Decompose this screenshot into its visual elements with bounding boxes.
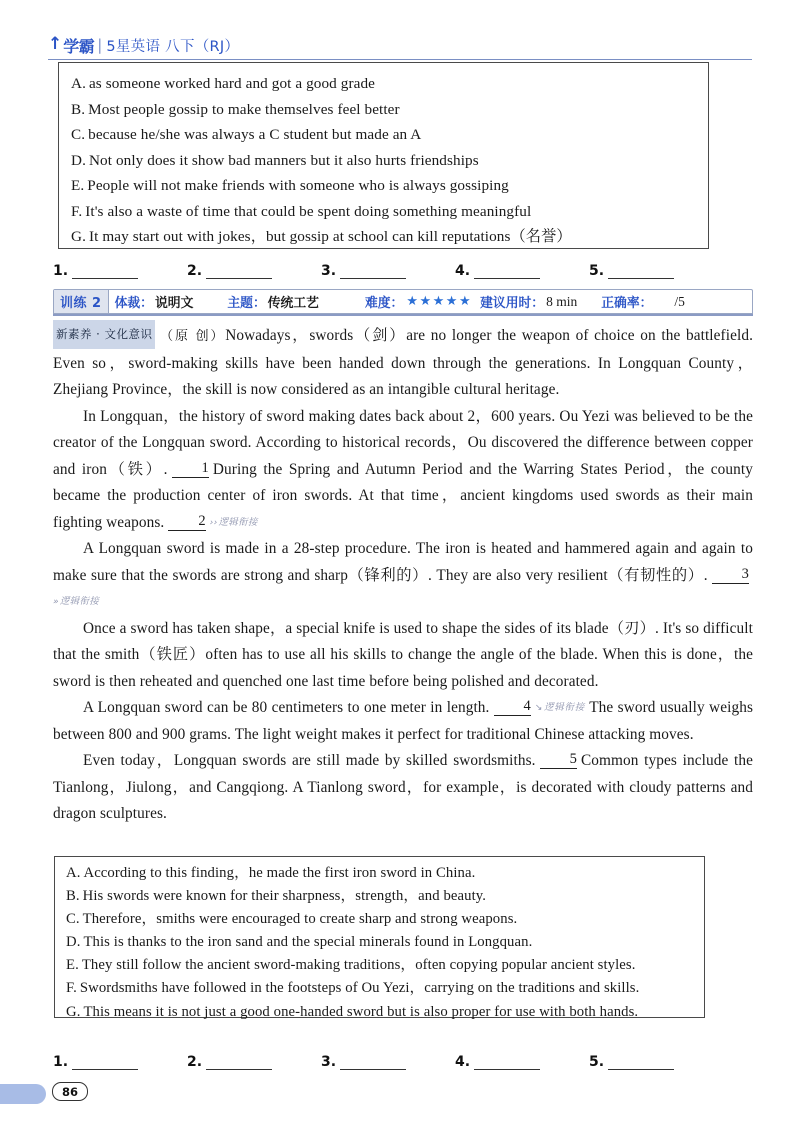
running-header [48, 30, 752, 60]
difficulty-stars: ★★★★★ [406, 294, 473, 309]
option-text: According to this finding，he made the first iron sword in China. [83, 865, 476, 881]
brand-name: 学霸 [63, 36, 95, 56]
option-text: People will not make friends with someone who is always gossiping [87, 177, 509, 194]
hint-arrow-icon: » [53, 597, 59, 607]
suggested-time-value: 8 min [546, 293, 578, 309]
answer-blank-line[interactable] [474, 265, 540, 279]
option-letter: D. [71, 151, 86, 169]
option-item [55, 1001, 704, 1024]
option-text: as someone worked hard and got a good grade [88, 75, 375, 92]
topic-field [227, 292, 319, 311]
accuracy-value[interactable]: /5 [674, 293, 685, 309]
option-item [59, 148, 708, 174]
hint-logic-connection [53, 596, 99, 607]
paragraph-2-text-a: In Longquan，the history of sword making dates back about 2，600 years. Ou Yezi was believed to be the creator of the Longquan sword. According to historical records，Ou discovered the difference between copper and iron（铁）. [53, 407, 753, 478]
option-letter: F. [66, 980, 77, 997]
option-letter: B. [66, 888, 80, 905]
answer-number: 4. [455, 263, 471, 279]
option-item [55, 862, 704, 885]
answer-slot[interactable] [187, 1054, 321, 1070]
suggested-time-label: 建议用时： [480, 296, 545, 311]
paragraph-5-text-a: A Longquan sword can be 80 centimeters to one meter in length. [83, 699, 490, 716]
brand-arrow-icon: ↑ [48, 33, 63, 54]
answer-number: 3. [321, 263, 337, 279]
answer-number: 1. [53, 1054, 69, 1070]
option-item [55, 931, 704, 954]
passage-paragraph-2 [53, 404, 753, 537]
option-text: Therefore，smiths were encouraged to create sharp and strong weapons. [82, 911, 518, 928]
answer-slot[interactable] [455, 263, 589, 279]
answer-slot[interactable] [53, 1054, 187, 1070]
answer-slot[interactable] [455, 1054, 589, 1070]
literacy-tag: 新素养 · 文化意识 [53, 320, 155, 349]
option-letter: C. [71, 126, 86, 143]
hint-arrow-icon: ↘ [534, 703, 543, 713]
header-rule [48, 59, 752, 60]
header-title: 5星英语 八下（RJ） [106, 38, 240, 55]
option-text: Swordsmiths have followed in the footsteps of Ou Yezi，carrying on the traditions and skills. [79, 980, 640, 997]
answer-slot[interactable] [321, 1054, 455, 1070]
accuracy-label: 正确率： [601, 296, 653, 311]
option-letter: D. [66, 934, 81, 951]
option-text: It may start out with jokes，but gossip at school can kill reputations（名誉） [88, 228, 572, 245]
answer-number: 5. [589, 1054, 605, 1070]
difficulty-label: 难度： [364, 296, 404, 311]
option-letter: B. [71, 100, 86, 118]
answer-blank-line[interactable] [474, 1056, 540, 1070]
answer-blank-line[interactable] [206, 265, 272, 279]
answer-number: 2. [187, 1054, 203, 1070]
blank-1[interactable]: 1 [172, 460, 209, 478]
hint-text: 逻辑衔接 [543, 702, 585, 713]
hint-text: 逻辑衔接 [59, 596, 100, 607]
genre-field [115, 292, 194, 311]
option-item [55, 885, 704, 908]
option-item [59, 224, 708, 250]
exercise-info-bar [53, 289, 753, 314]
paragraph-6-text-a: Even today，Longquan swords are still made by skilled swordsmiths. [83, 752, 536, 769]
option-item [59, 122, 708, 148]
passage-paragraph-6 [53, 748, 753, 828]
answer-blank-line[interactable] [608, 1056, 674, 1070]
option-letter: A. [71, 75, 86, 92]
option-item [55, 954, 704, 977]
paragraph-6-text-b: Common types include the Tianlong，Jiulong，and Cangqiong. A Tianlong sword，for example，is decorated with cloudy patterns and dragon sculptures. [53, 752, 753, 822]
accuracy-field [601, 292, 685, 311]
hint-logic-connection [535, 702, 585, 713]
answer-blank-line[interactable] [340, 265, 406, 279]
option-letter: G. [71, 228, 86, 245]
answer-slot[interactable] [53, 263, 187, 279]
answer-blank-line[interactable] [72, 265, 138, 279]
option-text: because he/she was always a C student but made an A [88, 126, 422, 143]
passage-paragraph-5 [53, 695, 753, 748]
blank-3[interactable]: 3 [712, 566, 749, 584]
option-letter: A. [66, 865, 81, 881]
hint-logic-connection [210, 517, 258, 528]
hint-text: 逻辑衔接 [218, 516, 258, 528]
answer-number: 4. [455, 1054, 471, 1070]
answer-number: 5. [589, 263, 605, 279]
difficulty-field [365, 292, 472, 311]
option-text: This means it is not just a good one-handed sword but is also proper for use with both hands. [83, 1003, 639, 1020]
option-item [55, 908, 704, 931]
answer-number: 3. [321, 1054, 337, 1070]
answer-blank-line[interactable] [72, 1056, 138, 1070]
answer-slot[interactable] [589, 263, 723, 279]
topic-label: 主题： [227, 296, 266, 311]
answer-slot[interactable] [321, 263, 455, 279]
option-text: His swords were known for their sharpness，strength，and beauty. [82, 888, 487, 905]
option-letter: E. [71, 177, 85, 194]
passage-paragraph-4 [53, 616, 753, 696]
answer-blank-line[interactable] [608, 265, 674, 279]
options-box-top [58, 62, 709, 249]
genre-label: 体裁： [114, 296, 153, 311]
answer-slot[interactable] [589, 1054, 723, 1070]
paragraph-3-text-a: A Longquan sword is made in a 28-step procedure. The iron is heated and hammered again and again to make sure that the swords are strong and sharp（锋利的）. They are also very resilient（有韧性的）. [53, 540, 753, 584]
blank-2[interactable]: 2 [168, 513, 205, 531]
option-text: This is thanks to the iron sand and the special minerals found in Longquan. [83, 934, 533, 951]
options-box-bottom [54, 856, 705, 1018]
answer-blank-line[interactable] [206, 1056, 272, 1070]
suggested-time-field [480, 292, 577, 311]
answer-row-bottom [53, 1046, 753, 1070]
exercise-badge: 训练 2 [54, 290, 109, 313]
answer-number: 2. [187, 263, 203, 279]
blank-5[interactable]: 5 [540, 751, 577, 769]
option-item [59, 97, 708, 123]
option-item [59, 173, 708, 199]
info-bar-underline [53, 314, 753, 316]
origin-label: （原 创） [158, 329, 226, 344]
answer-number: 1. [53, 263, 69, 279]
option-item [55, 977, 704, 1000]
option-letter: G. [66, 1003, 81, 1020]
option-item [59, 199, 708, 225]
genre-value: 说明文 [154, 296, 194, 311]
reading-passage [53, 320, 753, 828]
paragraph-2-text-b: During the Spring and Autumn Period and the Warring States Period，the county became the production center of iron swords. At that time，ancient kingdoms used swords as their main fighting weapons. [53, 460, 753, 531]
header-separator: | [97, 36, 103, 54]
option-text: Most people gossip to make themselves feel better [88, 100, 400, 118]
topic-value: 传统工艺 [267, 296, 319, 311]
option-letter: F. [71, 202, 83, 220]
answer-blank-line[interactable] [340, 1056, 406, 1070]
blank-4[interactable]: 4 [494, 698, 531, 716]
option-letter: C. [66, 911, 80, 928]
option-letter: E. [66, 957, 79, 974]
option-text: They still follow the ancient sword-making traditions，often copying popular ancient styles. [81, 957, 636, 974]
option-text: It's also a waste of time that could be spent doing something meaningful [85, 202, 532, 220]
answer-row-top [53, 255, 753, 279]
page-number: 86 [52, 1082, 88, 1101]
paragraph-1-text: Nowadays，swords（剑）are no longer the weapon of choice on the battlefield. Even so，sword-making skills have been handed down through the generations. In Longquan County，Zhejiang Province，the skill is now considered as an intangible cultural heritage. [53, 327, 753, 398]
hint-arrow-icon: ›› [209, 517, 218, 528]
footer-accent-bar [0, 1084, 46, 1104]
option-item [59, 71, 708, 97]
option-text: Not only does it show bad manners but it also hurts friendships [88, 151, 479, 169]
paragraph-5-text-b: The sword usually weighs between 800 and 900 grams. The light weight makes it perfect for traditional Chinese attacking moves. [53, 699, 753, 743]
passage-paragraph-1 [53, 320, 753, 404]
paragraph-4-text: Once a sword has taken shape，a special knife is used to shape the sides of its blade（刃）. It's so difficult that the smith（铁匠）often has to use all his skills to change the angle of the blade. When this is done，the sword is then reheated and quenched one last time before being polished and decorated. [53, 619, 753, 690]
answer-slot[interactable] [187, 263, 321, 279]
passage-paragraph-3 [53, 536, 753, 616]
